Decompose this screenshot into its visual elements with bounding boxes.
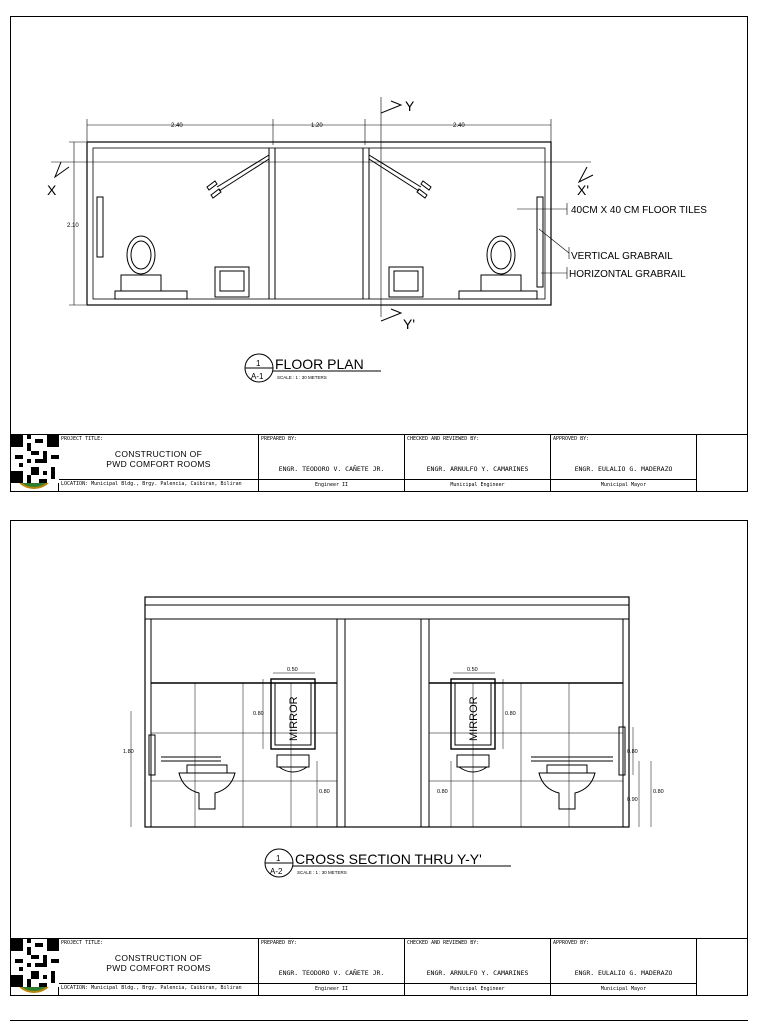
project-label: PROJECT TITLE:	[61, 436, 104, 442]
title-block	[11, 938, 747, 995]
approved-role: Municipal Mayor	[600, 986, 647, 992]
project-label: PROJECT TITLE:	[61, 940, 104, 946]
project-cell	[59, 939, 259, 995]
dim-mid: 1.20	[311, 123, 323, 129]
dim-rail-side: 0.80	[653, 789, 664, 795]
dim-height: 2.10	[67, 223, 79, 229]
prepared-name: ENGR. TEODORO V. CAÑETE JR.	[278, 465, 385, 473]
dim-right: 2.40	[453, 123, 465, 129]
note-floor-tiles: 40CM X 40 CM FLOOR TILES	[571, 205, 707, 216]
mirror-label-right: MIRROR	[468, 696, 480, 741]
qr-code-icon	[11, 435, 59, 483]
project-name-line1: CONSTRUCTION OF	[114, 449, 203, 459]
qr-code-icon	[11, 939, 59, 987]
project-name-line1: CONSTRUCTION OF	[114, 953, 203, 963]
axis-y2-label: Y'	[403, 316, 416, 332]
axis-x2-label: X'	[577, 182, 590, 198]
drawing-number: 1	[256, 359, 261, 368]
cross-section-drawing	[11, 521, 747, 941]
approved-cell	[551, 435, 697, 491]
dim-rail-lower: 0.90	[627, 797, 638, 803]
approved-role: Municipal Mayor	[600, 482, 647, 488]
approved-name: ENGR. EULALIO G. MADERAZO	[574, 969, 673, 977]
project-location: LOCATION: Municipal Bldg., Brgy. Palencia, Caibiran, Biliran	[61, 481, 242, 487]
prepared-label: PREPARED BY:	[261, 436, 298, 442]
axis-y-label: Y	[405, 98, 415, 114]
approved-label: APPROVED BY:	[553, 436, 590, 442]
project-location: LOCATION: Municipal Bldg., Brgy. Palencia, Caibiran, Biliran	[61, 985, 242, 991]
checked-role: Municipal Engineer	[450, 986, 505, 992]
checked-cell	[405, 939, 551, 995]
note-horizontal-grabrail: HORIZONTAL GRABRAIL	[569, 269, 686, 280]
floor-plan-drawing	[11, 17, 747, 437]
checked-label: CHECKED AND REVIEWED BY:	[407, 940, 480, 946]
section-scale: SCALE : 1 : 30 METERS	[297, 870, 347, 875]
prepared-label: PREPARED BY:	[261, 940, 298, 946]
approved-cell	[551, 939, 697, 995]
drawing-scale: SCALE : 1 : 30 METERS	[277, 375, 327, 380]
axis-x-label: X	[47, 182, 57, 198]
project-name-line2: PWD COMFORT ROOMS	[106, 459, 211, 469]
checked-label: CHECKED AND REVIEWED BY:	[407, 436, 480, 442]
prepared-cell	[259, 939, 405, 995]
note-vertical-grabrail: VERTICAL GRABRAIL	[571, 251, 673, 262]
drawing-sheet-floor-plan	[10, 16, 748, 492]
dim-mirror-height-right: 0.80	[505, 711, 516, 717]
dim-mirror-height-left: 0.80	[253, 711, 264, 717]
project-name-line2: PWD COMFORT ROOMS	[106, 963, 211, 973]
dim-rail-upper: 0.80	[627, 749, 638, 755]
drawing-sheet-ref: A-1	[251, 372, 264, 381]
dim-lav-height-left: 0.80	[319, 789, 330, 795]
project-cell	[59, 435, 259, 491]
dim-left: 2.40	[171, 123, 183, 129]
prepared-cell	[259, 435, 405, 491]
section-title: CROSS SECTION THRU Y-Y'	[295, 851, 482, 867]
mirror-label-left: MIRROR	[288, 696, 300, 741]
prepared-role: Engineer II	[314, 986, 349, 992]
checked-cell	[405, 435, 551, 491]
approved-label: APPROVED BY:	[553, 940, 590, 946]
section-number: 1	[276, 854, 281, 863]
drawing-title: FLOOR PLAN	[275, 356, 364, 372]
dim-wall-height: 1.80	[123, 749, 134, 755]
dim-lav-height-right: 0.80	[437, 789, 448, 795]
section-sheet-ref: A-2	[270, 867, 283, 876]
dim-mirror-width-right: 0.50	[467, 667, 478, 673]
next-sheet-edge	[10, 1020, 748, 1021]
checked-name: ENGR. ARNULFO Y. CAMARINES	[426, 465, 529, 473]
dim-mirror-width-left: 0.50	[287, 667, 298, 673]
checked-name: ENGR. ARNULFO Y. CAMARINES	[426, 969, 529, 977]
drawing-sheet-cross-section	[10, 520, 748, 996]
checked-role: Municipal Engineer	[450, 482, 505, 488]
title-block	[11, 434, 747, 491]
prepared-role: Engineer II	[314, 482, 349, 488]
prepared-name: ENGR. TEODORO V. CAÑETE JR.	[278, 969, 385, 977]
approved-name: ENGR. EULALIO G. MADERAZO	[574, 465, 673, 473]
